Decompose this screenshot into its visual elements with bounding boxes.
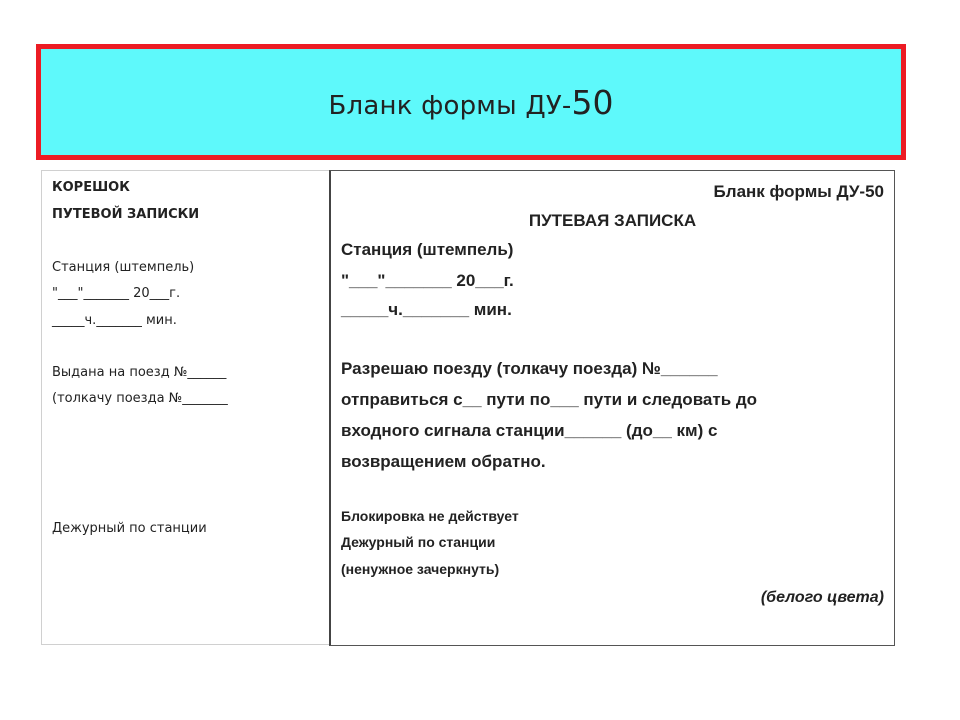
form-blocking-note: Блокировка не действует — [341, 508, 519, 524]
stub-date: "___"_______ 20___г. — [52, 286, 181, 301]
form-duty-officer: Дежурный по станции — [341, 534, 496, 550]
form-name: Бланк формы ДУ-50 — [713, 182, 884, 201]
stub-panel — [41, 170, 341, 645]
form-strike-note: (ненужное зачеркнуть) — [341, 561, 500, 577]
form-heading: ПУТЕВАЯ ЗАПИСКА — [528, 211, 697, 230]
form-date: "___"_______ 20___г. — [341, 271, 514, 290]
form-permit-line2: отправиться с__ пути по___ пути и следовать до — [341, 390, 758, 409]
form-station: Станция (штемпель) — [341, 240, 514, 259]
slide-title — [329, 83, 614, 122]
travel-note-form — [329, 170, 895, 646]
slide-title-banner — [36, 44, 906, 160]
form-permit-line3: входного сигнала станции______ (до__ км) с — [341, 421, 718, 440]
form-permit-line1: Разрешаю поезду (толкачу поезда) №______ — [341, 359, 718, 378]
stub-time: _____ч._______ мин. — [52, 313, 177, 328]
stub-station: Станция (штемпель) — [52, 260, 195, 275]
stub-heading-line2: ПУТЕВОЙ ЗАПИСКИ — [52, 207, 200, 222]
form-permit-line4: возвращением обратно. — [341, 452, 546, 471]
stub-issued-train: Выдана на поезд №______ — [52, 365, 227, 380]
stub-heading-line1: КОРЕШОК — [52, 180, 130, 195]
stub-duty-officer: Дежурный по станции — [52, 521, 207, 536]
stub-pusher: (толкачу поезда №_______ — [52, 391, 228, 406]
form-color-note: (белого цвета) — [760, 589, 884, 606]
slide-title-number: 50 — [571, 82, 614, 122]
form-time: _____ч._______ мин. — [341, 300, 512, 319]
slide-title-text: Бланк формы ДУ- — [328, 90, 572, 121]
